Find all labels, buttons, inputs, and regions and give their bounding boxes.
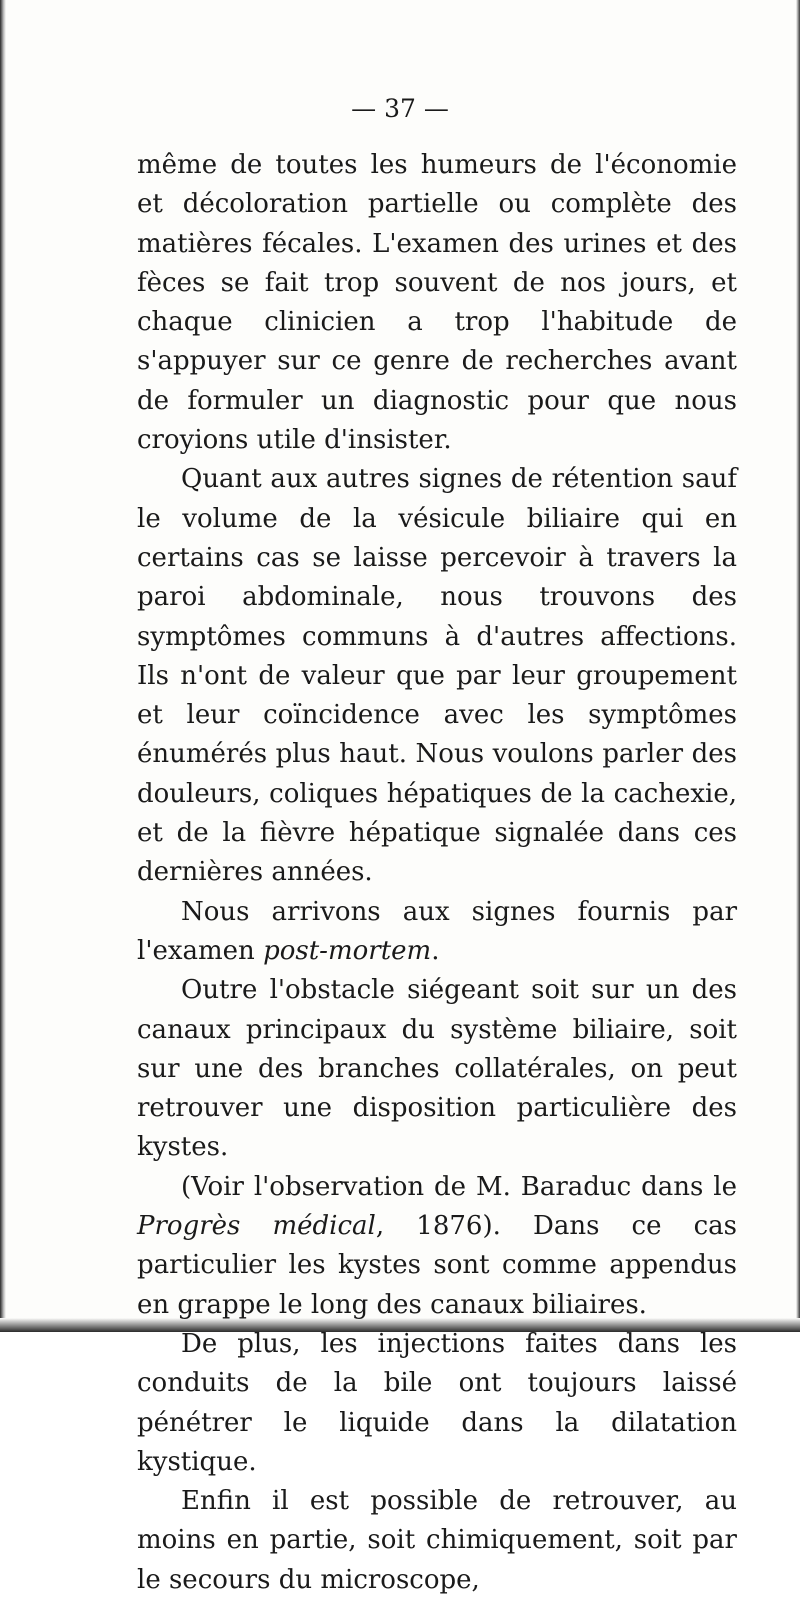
italic-term: post-mortem — [263, 935, 432, 966]
paragraph — [137, 460, 737, 892]
paragraph-text: (Voir l'observation de M. Baraduc dans le — [181, 1171, 737, 1202]
paragraph-text: Enfin il est possible de retrouver, au moins en partie, soit chimiquement, soit par le secours du microscope, — [137, 1486, 737, 1595]
paragraph-text: De plus, les injections faites dans les conduits de la bile ont toujours laissé pénétrer le liquide dans la dilatation kystique. — [137, 1328, 737, 1477]
paragraph-text: , 1876). Dans ce cas particulier les kystes sont comme appendus en grappe le long des canaux biliaires. — [137, 1211, 738, 1320]
paragraph — [137, 971, 737, 1167]
paragraph — [137, 1168, 737, 1325]
page-left-edge-shadow — [0, 0, 6, 1332]
paragraph — [137, 1482, 737, 1600]
paragraph — [137, 893, 737, 972]
paragraph — [137, 1325, 737, 1482]
paragraph-text: Nous arrivons aux signes fournis par l'examen — [137, 896, 737, 966]
paragraph-text: . — [431, 935, 440, 966]
italic-journal-title: Progrès médical — [137, 1211, 376, 1242]
page-right-edge-shadow — [796, 0, 800, 1332]
paragraph-text: Quant aux autres signes de rétention sauf le volume de la vésicule biliaire qui en certains cas se laisse percevoir à travers la paroi abdominale, nous trouvons des symptômes communs à d'autres affections. Ils n'ont de valeur que par leur groupement et leur coïncidence avec les symptômes énumérés plus haut. Nous voulons parler des douleurs, coliques hépatiques de la cachexie, et de la fièvre hépatique signalée dans ces dernières années. — [137, 464, 737, 888]
paragraph-text: Outre l'obstacle siégeant soit sur un des canaux principaux du système biliaire, soit sur une des branches collatérales, on peut retrouver une disposition particulière des kystes. — [137, 975, 737, 1163]
paragraph-text: même de toutes les humeurs de l'économie et décoloration partielle ou complète des matières fécales. L'examen des urines et des fèces se fait trop souvent de nos jours, et chaque clinicien a trop l'habitude de s'appuyer sur ce genre de recherches avant de formuler un diagnostic pour que nous croyions utile d'insister. — [137, 150, 737, 456]
body-text — [137, 146, 737, 1600]
page-number: — 37 — — [351, 94, 449, 123]
paragraph — [137, 146, 737, 460]
